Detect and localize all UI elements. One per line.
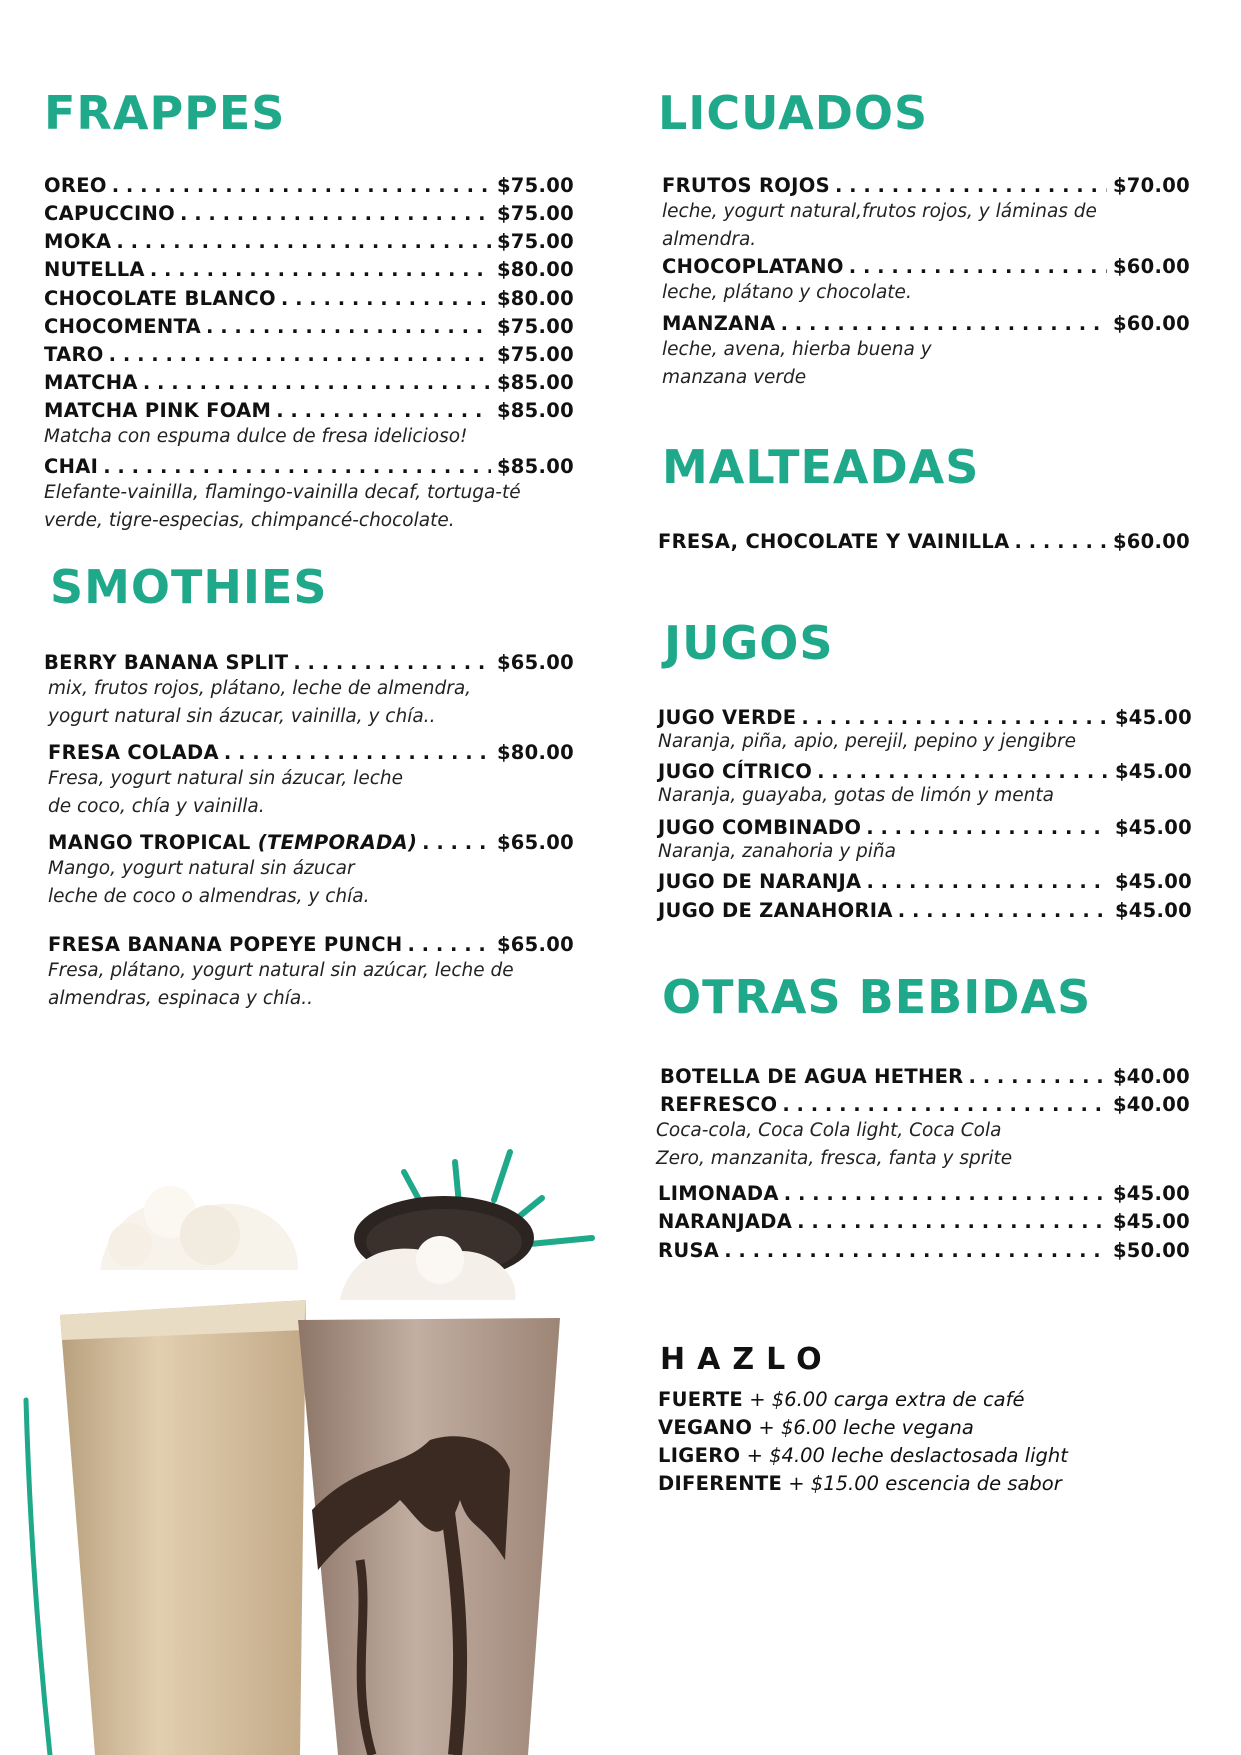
item-name: MANZANA — [662, 312, 776, 335]
menu-item-chocoplatano — [662, 255, 1190, 307]
item-price: $40.00 — [1112, 1065, 1190, 1088]
hazlo-option-vegano: VEGANO + $6.00 leche vegana — [658, 1416, 974, 1439]
item-price: $40.00 — [1112, 1093, 1190, 1116]
item-price: $75.00 — [496, 230, 574, 253]
item-price: $45.00 — [1112, 1182, 1190, 1205]
item-description: Zero, manzanita, fresca, fanta y sprite — [656, 1148, 1013, 1169]
menu-item-chocolate-blanco — [44, 287, 574, 311]
item-price: $75.00 — [496, 174, 574, 197]
item-name: BERRY BANANA SPLIT — [44, 651, 289, 674]
item-name: JUGO CÍTRICO — [658, 760, 813, 783]
item-price: $60.00 — [1112, 255, 1190, 278]
item-description: Naranja, zanahoria y piña — [658, 841, 896, 862]
item-name: CHOCOLATE BLANCO — [44, 287, 276, 310]
item-name: NUTELLA — [44, 258, 145, 281]
item-name: BOTELLA DE AGUA HETHER — [660, 1065, 964, 1088]
item-name: MANGO TROPICAL (TEMPORADA) — [48, 831, 418, 854]
item-name: FRESA COLADA — [48, 741, 219, 764]
item-price: $65.00 — [496, 933, 574, 956]
item-description: Fresa, yogurt natural sin ázucar, leche — [48, 768, 403, 789]
item-name: MOKA — [44, 230, 112, 253]
menu-item-taro — [44, 343, 574, 367]
item-name: LIMONADA — [658, 1182, 779, 1205]
menu-item-chocomenta — [44, 315, 574, 339]
hazlo-option-fuerte: FUERTE + $6.00 carga extra de café — [658, 1388, 1025, 1411]
hazlo-option-diferente: DIFERENTE + $15.00 escencia de sabor — [658, 1472, 1062, 1495]
item-description: leche, yogurt natural,frutos rojos, y láminas de — [662, 201, 1097, 222]
item-price: $45.00 — [1112, 1210, 1190, 1233]
item-price: $60.00 — [1112, 312, 1190, 335]
item-description: Fresa, plátano, yogurt natural sin azúcar, leche de — [48, 960, 514, 981]
oreo-frappe — [298, 1196, 560, 1755]
frappes-title: FRAPPES — [44, 86, 286, 140]
menu-item-fresa-banana-popeye-punch — [48, 933, 574, 1013]
item-price: $85.00 — [496, 371, 574, 394]
item-price: $65.00 — [496, 831, 574, 854]
item-name: NARANJADA — [658, 1210, 793, 1233]
menu-item-fresa-chocolate-vainilla — [658, 530, 1190, 554]
menu-item-jugo-combinado — [658, 816, 1192, 864]
item-name: JUGO DE NARANJA — [658, 870, 862, 893]
item-price: $80.00 — [496, 258, 574, 281]
item-price: $70.00 — [1112, 174, 1190, 197]
item-name: FRESA, CHOCOLATE Y VAINILLA — [658, 530, 1010, 553]
item-name: JUGO COMBINADO — [658, 816, 862, 839]
item-description: leche, avena, hierba buena y — [662, 339, 932, 360]
item-name: MATCHA PINK FOAM — [44, 399, 272, 422]
menu-item-botella-de-agua — [660, 1065, 1190, 1089]
licuados-title: LICUADOS — [658, 86, 929, 140]
menu-item-frutos-rojos — [662, 174, 1190, 254]
item-description: almendra. — [662, 229, 757, 250]
menu-item-matcha — [44, 371, 574, 395]
menu-item-mango-tropical — [48, 831, 574, 911]
item-price: $80.00 — [496, 741, 574, 764]
item-description: almendras, espinaca y chía.. — [48, 988, 314, 1009]
malteadas-title: MALTEADAS — [662, 440, 980, 494]
menu-item-moka — [44, 230, 574, 254]
item-description: leche, plátano y chocolate. — [662, 282, 912, 303]
menu-item-jugo-de-naranja — [658, 870, 1192, 894]
item-name: JUGO VERDE — [658, 706, 797, 729]
menu-item-berry-banana-split — [44, 651, 574, 731]
menu-item-capuccino — [44, 202, 574, 226]
item-description: verde, tigre-especias, chimpancé-chocolate. — [44, 510, 455, 531]
menu-item-limonada — [658, 1182, 1190, 1206]
hazlo-option-ligero: LIGERO + $4.00 leche deslactosada light — [658, 1444, 1068, 1467]
item-name: CHOCOPLATANO — [662, 255, 844, 278]
item-price: $80.00 — [496, 287, 574, 310]
item-description: mix, frutos rojos, plátano, leche de almendra, — [48, 678, 472, 699]
item-price: $45.00 — [1114, 706, 1192, 729]
item-description: yogurt natural sin ázucar, vainilla, y chía.. — [48, 706, 436, 727]
menu-item-chai — [44, 455, 574, 535]
item-price: $75.00 — [496, 315, 574, 338]
item-name: CHAI — [44, 455, 99, 478]
menu-item-matcha-pink-foam — [44, 399, 574, 451]
menu-item-refresco — [656, 1093, 1190, 1173]
item-price: $65.00 — [496, 651, 574, 674]
item-name: RUSA — [658, 1239, 720, 1262]
menu-item-manzana — [662, 312, 1190, 392]
smothies-title: SMOTHIES — [50, 560, 328, 614]
item-name: FRESA BANANA POPEYE PUNCH — [48, 933, 403, 956]
item-price: $85.00 — [496, 455, 574, 478]
item-price: $45.00 — [1114, 816, 1192, 839]
season-label: (TEMPORADA) — [257, 831, 418, 854]
item-description: Matcha con espuma dulce de fresa idelicioso! — [44, 426, 468, 447]
item-name: MATCHA — [44, 371, 138, 394]
vanilla-frappe — [60, 1186, 306, 1755]
menu-item-oreo — [44, 174, 574, 198]
menu-item-nutella — [44, 258, 574, 282]
item-description: Mango, yogurt natural sin ázucar — [48, 858, 355, 879]
item-price: $60.00 — [1112, 530, 1190, 553]
item-description: manzana verde — [662, 367, 807, 388]
item-price: $50.00 — [1112, 1239, 1190, 1262]
menu-item-naranjada — [658, 1210, 1190, 1234]
item-name: OREO — [44, 174, 107, 197]
item-description: leche de coco o almendras, y chía. — [48, 886, 370, 907]
jugos-title: JUGOS — [664, 616, 834, 670]
item-price: $45.00 — [1114, 899, 1192, 922]
item-name: CHOCOMENTA — [44, 315, 202, 338]
menu-item-fresa-colada — [48, 741, 574, 821]
item-price: $75.00 — [496, 343, 574, 366]
item-description: Elefante-vainilla, flamingo-vainilla decaf, tortuga-té — [44, 482, 521, 503]
menu-item-rusa — [658, 1239, 1190, 1263]
item-description: Naranja, piña, apio, perejil, pepino y jengibre — [658, 731, 1077, 752]
hazlo-title: HAZLO — [660, 1342, 834, 1377]
item-price: $45.00 — [1114, 760, 1192, 783]
accent-stroke — [26, 1400, 50, 1755]
item-description: Coca-cola, Coca Cola light, Coca Cola — [656, 1120, 1002, 1141]
frappe-drinks-image — [0, 1140, 620, 1755]
item-name: REFRESCO — [660, 1093, 778, 1116]
item-price: $85.00 — [496, 399, 574, 422]
item-name: TARO — [44, 343, 104, 366]
item-name: FRUTOS ROJOS — [662, 174, 830, 197]
item-name: JUGO DE ZANAHORIA — [658, 899, 893, 922]
item-name: CAPUCCINO — [44, 202, 176, 225]
item-description: Naranja, guayaba, gotas de limón y menta — [658, 785, 1054, 806]
otras-bebidas-title: OTRAS BEBIDAS — [662, 970, 1092, 1024]
item-description: de coco, chía y vainilla. — [48, 796, 265, 817]
item-price: $45.00 — [1114, 870, 1192, 893]
menu-item-jugo-verde — [658, 706, 1192, 754]
menu-item-jugo-de-zanahoria — [658, 899, 1192, 923]
item-price: $75.00 — [496, 202, 574, 225]
menu-item-jugo-citrico — [658, 760, 1192, 808]
